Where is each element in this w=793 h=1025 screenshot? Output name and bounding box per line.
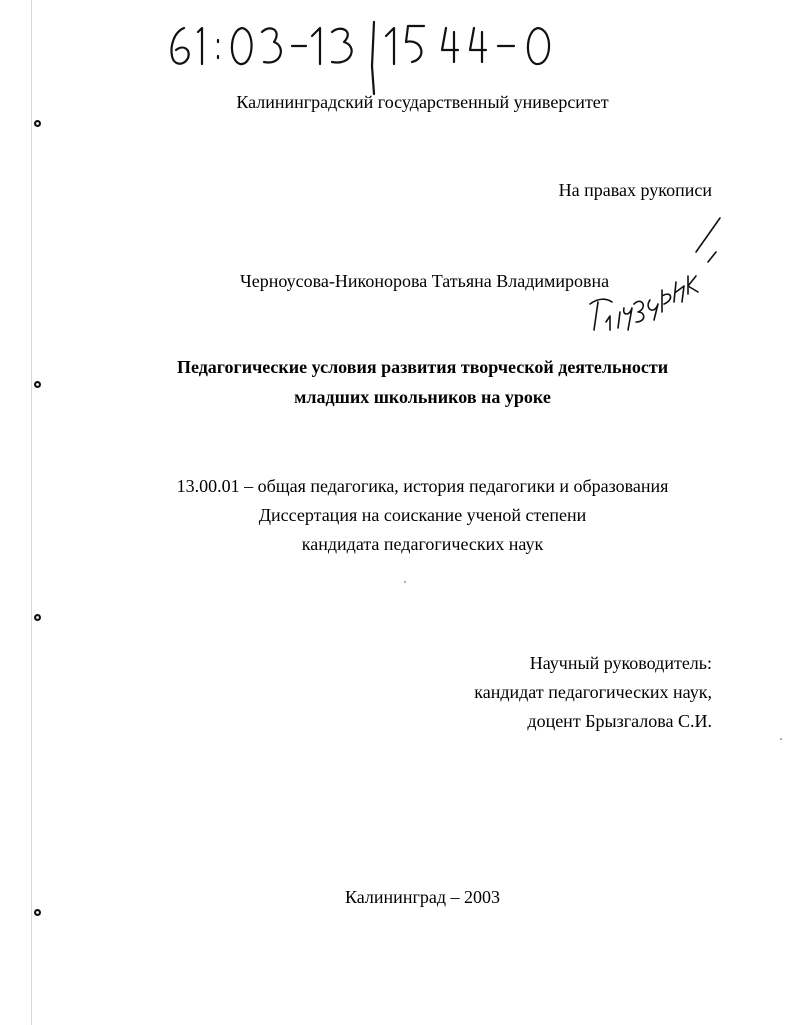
university-name: Калининградский государственный университет [236, 92, 609, 112]
handwritten-archive-mark [160, 6, 640, 96]
binding-hole-icon [33, 613, 42, 622]
academic-degree: кандидата педагогических наук [301, 534, 544, 554]
scan-speck [780, 738, 782, 740]
specialty-code: 13.00.01 – общая педагогика, история педагогики и образования [176, 476, 669, 496]
supervisor-name: доцент Брызгалова С.И. [527, 711, 712, 731]
author-name: Черноусова-Никонорова Татьяна Владимировна [240, 271, 610, 291]
supervisor-label: Научный руководитель: [529, 653, 712, 673]
dissertation-title-line-1: Педагогические условия развития творческой деятельности [176, 357, 669, 377]
rights-note: На правах рукописи [558, 180, 712, 200]
scan-speck [404, 581, 406, 583]
place-and-year: Калининград – 2003 [345, 887, 500, 907]
thesis-type: Диссертация на соискание ученой степени [258, 505, 587, 525]
handwritten-signature [584, 212, 724, 342]
dissertation-title-line-2: младших школьников на уроке [294, 387, 551, 407]
binding-hole-icon [33, 908, 42, 917]
supervisor-degree: кандидат педагогических наук, [474, 682, 712, 702]
binding-hole-icon [33, 119, 42, 128]
